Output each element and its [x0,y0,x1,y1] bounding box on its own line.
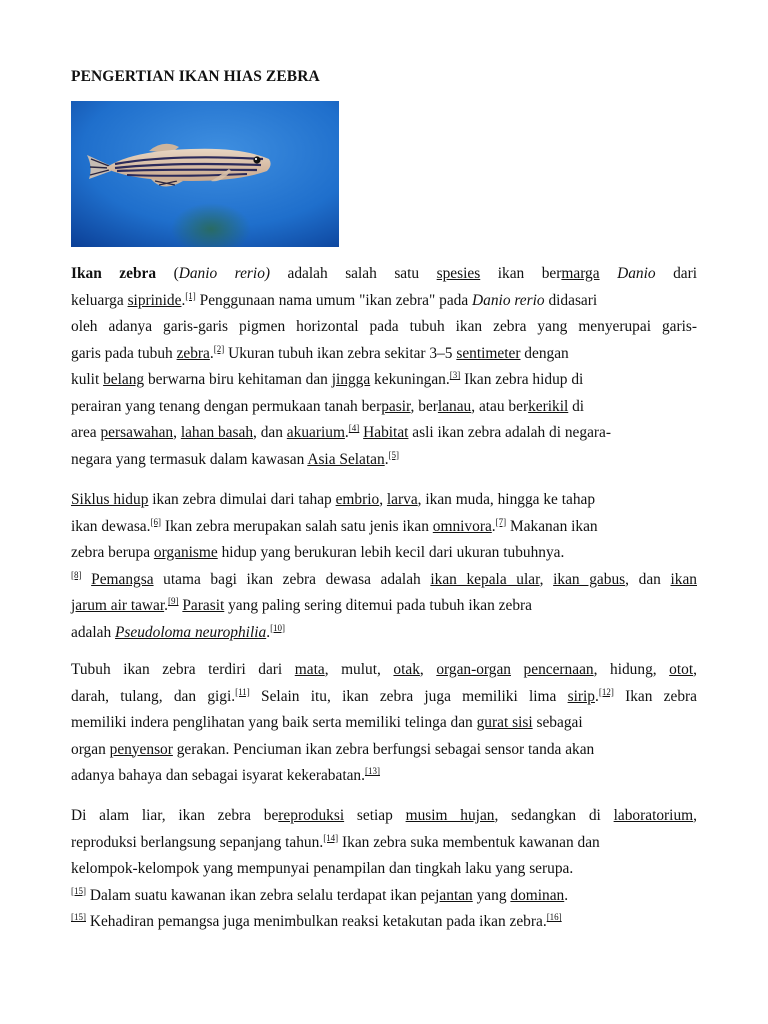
link-embrio[interactable]: embrio [335,491,380,508]
link-ikan-jarum-air-tawar[interactable]: ikan [670,570,697,588]
link-siklus-hidup[interactable]: Siklus hidup [71,491,149,508]
link-persawahan[interactable]: persawahan [100,424,174,441]
citation-14[interactable]: [14] [323,832,339,843]
link-habitat[interactable]: Habitat [363,424,409,441]
text: , ber [410,397,438,415]
citation-3[interactable]: [3] [449,370,461,380]
text: di [568,397,585,415]
text: perairan yang tenang dengan permukaan tanah ber [71,397,382,415]
text: Tubuh ikan zebra terdiri dari [71,661,295,678]
text: ( [156,265,179,282]
text: Selain itu, ikan zebra juga memiliki lima [249,687,568,705]
text: yang [472,886,511,904]
text: , hidung, [593,661,670,678]
citation-1[interactable]: [1] [185,290,196,301]
text-line [71,394,697,421]
text: kelompok-kelompok yang mempunyai penampilan dan tingkah laku yang serupa. [71,860,574,877]
text: yang paling sering ditemui pada tubuh ikan zebra [224,597,532,614]
link-asia-selatan[interactable]: Asia Selatan [307,450,385,468]
text: Di alam liar, ikan zebra be [71,807,279,824]
text-line [71,261,697,288]
text: , mulut, [324,661,394,678]
text [82,571,92,588]
link-ikan-kepala-ular[interactable]: ikan kepala ular [430,570,540,588]
text: dengan [520,344,569,362]
text: . [491,517,496,535]
text-line [71,314,697,341]
text: adanya bahaya dan sebagai isyarat kekerabatan. [71,767,365,784]
text: setiap [344,807,406,824]
zebrafish-photo [71,101,339,247]
link-parasit[interactable]: Parasit [182,597,225,614]
citation-2[interactable]: [2] [213,343,225,354]
link-sentimeter[interactable]: sentimeter [456,344,521,362]
text: , atau ber [471,397,529,415]
link-otak[interactable]: otak [393,661,420,678]
text: . [384,450,389,468]
text: , [693,807,697,824]
text: , sedangkan di [494,807,614,824]
text: Ukuran tubuh ikan zebra sekitar 3–5 [224,344,457,362]
text: . [266,623,271,641]
text: Makanan ikan [506,517,598,535]
text: Ikan zebra suka membentuk kawanan dan [338,833,600,851]
paragraph-3 [71,657,697,790]
text: kekuningan. [370,371,450,388]
text: , [539,570,554,588]
text: sebagai [532,714,583,731]
link-zebra[interactable]: zebra [176,344,210,362]
link-laboratorium[interactable]: laboratorium [613,807,694,824]
citation-4[interactable]: [4] [348,423,360,433]
text: , dan [253,424,287,441]
scientific-name: Danio rerio) [178,265,271,282]
link-pencernaan[interactable]: pencernaan [523,661,594,678]
text: . [594,687,599,705]
text: , [379,491,387,508]
link-musim-hujan[interactable]: musim hujan [405,807,495,824]
link-siprinide[interactable]: siprinide [127,291,182,309]
link-pseudoloma-neurophilia[interactable] [115,624,266,641]
text: reproduksi berlangsung sepanjang tahun. [71,833,324,851]
text: Ikan zebra hidup di [460,371,584,388]
text: zebra berupa [71,544,154,561]
citation-9[interactable]: [9] [168,596,179,606]
link-organ-organ[interactable]: organ-organ [436,661,511,678]
text: Kehadiran pemangsa juga menimbulkan reaksi ketakutan pada ikan zebra. [86,913,547,930]
citation-10[interactable]: [10] [270,622,286,633]
citation-16[interactable]: [16] [546,912,562,922]
text: garis pada tubuh [71,344,177,362]
text-line [71,447,697,474]
link-lanau[interactable]: lanau [437,397,472,415]
text-line [71,367,697,394]
text-line [71,341,697,368]
citation-8[interactable]: [8] [71,569,82,580]
citation-12[interactable]: [12] [598,686,614,697]
text: didasari [544,291,598,309]
text: , [693,661,697,678]
text: adalah [71,623,116,641]
text-line [71,487,697,514]
link-omnivora[interactable]: omnivora [432,517,492,535]
text: ikan dewasa. [71,517,151,535]
paragraph-4 [71,803,697,936]
text-line [71,567,697,594]
text: . [344,424,349,441]
text-line [71,657,697,684]
text-line [71,909,697,936]
text: oleh adanya garis-garis pigmen horizontal pada tubuh ikan zebra yang menyerupai garis- [71,318,697,335]
text: Ikan zebra [613,687,697,705]
text-line [71,593,697,620]
scientific-name: Danio rerio [472,291,545,309]
scientific-name: Pseudoloma neurophilia [115,623,267,641]
text: darah, tulang, dan gigi. [71,687,236,705]
link-jantan[interactable]: jantan [435,886,473,904]
link-marga[interactable]: marga [561,265,600,282]
text-line [71,540,697,567]
link-jingga[interactable]: jingga [331,371,371,388]
text: berwarna biru kehitaman dan [144,371,332,388]
text-line [71,763,697,790]
link-larva[interactable]: larva [386,491,418,508]
link-jarum-air-tawar[interactable]: jarum air tawar [71,597,165,614]
paragraph-1 [71,261,697,473]
link-dominan[interactable]: dominan [510,886,565,904]
link-penyensor[interactable]: penyensor [109,740,173,758]
citation-15[interactable]: [15] [71,912,86,922]
text: asli ikan zebra adalah di negara- [408,424,611,441]
citation-15[interactable]: [15] [71,885,86,896]
text: utama bagi ikan zebra dewasa adalah [153,570,431,588]
text: . [164,597,169,614]
text: . [564,886,569,904]
text: Dalam suatu kawanan ikan zebra selalu terdapat ikan pe [86,886,436,904]
text: keluarga [71,291,128,309]
term-ikan-zebra: Ikan zebra [71,265,157,282]
paragraph-2 [71,487,697,646]
link-sirip[interactable]: sirip [567,687,595,705]
text-line [71,684,697,711]
text-line [71,620,697,647]
text: ikan ber [480,265,562,282]
text-line [71,830,697,857]
text: hidup yang berukuran lebih kecil dari ukuran tubuhnya. [217,544,565,561]
text: memiliki indera penglihatan yang baik serta memiliki telinga dan [71,714,477,731]
citation-11[interactable]: [11] [235,686,250,697]
text: negara yang termasuk dalam kawasan [71,450,308,468]
link-belang[interactable]: belang [103,371,145,388]
text: gerakan. Penciuman ikan zebra berfungsi sebagai sensor tanda akan [172,740,595,758]
text-line [71,856,697,883]
genus-name: Danio [617,265,656,282]
link-organisme[interactable]: organisme [153,544,218,561]
link-otot[interactable]: otot [669,661,694,678]
citation-7[interactable]: [7] [495,516,507,527]
text: Ikan zebra merupakan salah satu jenis ikan [161,517,433,535]
text: . [181,291,186,309]
text [511,661,524,678]
link-pasir[interactable]: pasir [381,397,411,415]
text: , [173,424,181,441]
link-lahan-basah[interactable]: lahan basah [180,424,254,441]
text: adalah salah satu [270,265,437,282]
text [600,265,618,282]
text-line [71,710,697,737]
link-gurat-sisi[interactable]: gurat sisi [476,714,533,731]
link-spesies[interactable]: spesies [436,265,481,282]
text-line [71,803,697,830]
zebrafish-icon [71,101,339,247]
link-ikan-gabus[interactable]: ikan gabus [553,570,626,588]
citation-6[interactable]: [6] [150,516,161,527]
link-kerikil[interactable]: kerikil [528,397,569,415]
text-line [71,883,697,910]
citation-5[interactable]: [5] [388,449,400,460]
text-line [71,514,697,541]
text: , ikan muda, hingga ke tahap [417,491,596,508]
text: dari [655,265,698,282]
page-title: PENGERTIAN IKAN HIAS ZEBRA [71,68,320,85]
citation-13[interactable]: [13] [364,766,380,776]
text-line [71,737,697,764]
text: kulit [71,371,104,388]
text-line [71,288,697,315]
text-line [71,420,697,447]
text: Penggunaan nama umum "ikan zebra" pada [195,291,473,309]
link-reproduksi[interactable]: reproduksi [278,807,345,824]
text: , [419,661,437,678]
text: area [71,424,101,441]
text: . [209,344,214,362]
text: , dan [625,570,671,588]
link-pemangsa[interactable]: Pemangsa [91,570,154,588]
text: ikan zebra dimulai dari tahap [148,491,336,508]
text: organ [71,740,110,758]
link-akuarium[interactable]: akuarium [286,424,345,441]
link-mata[interactable]: mata [294,661,325,678]
